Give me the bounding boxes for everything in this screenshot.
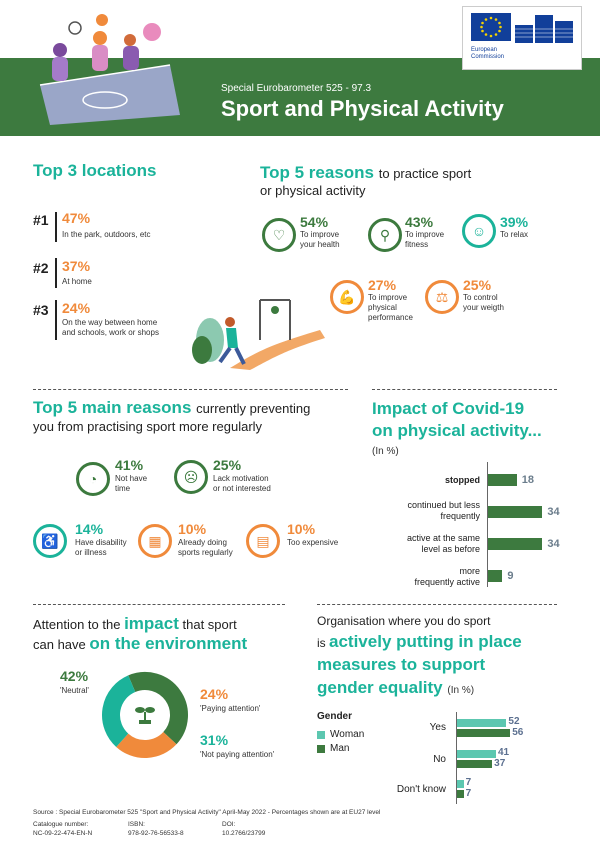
covid-bar-less: [488, 506, 542, 518]
footer-source: Source : Special Eurobarometer 525 "Sport and Physical Activity" April-May 2022 - Percentages shown are at EU27 level: [33, 809, 381, 816]
env-title-p3: can have: [33, 637, 86, 652]
gender-bar-no-woman: [457, 750, 496, 758]
reason-label-3: To relax: [500, 230, 529, 239]
gender-bar-dontknow-woman: [457, 780, 464, 788]
location-pct-3: 24%: [62, 300, 91, 316]
bored-face-icon: ☹: [174, 460, 208, 494]
gender-no-man-value: 37: [494, 758, 506, 769]
location-pct-2: 37%: [62, 258, 91, 274]
smiley-icon: ☺: [462, 214, 496, 248]
covid-label-2: [360, 500, 480, 522]
prevent-1-l2: time: [115, 484, 131, 493]
location-label-3-line2: and schools, work or shops: [62, 328, 159, 337]
legend-man-swatch: [317, 745, 325, 753]
footer-doi-label: DOI:: [222, 821, 236, 828]
gender-yes-man-value: 56: [512, 727, 524, 738]
gender-bar-no-man: [457, 760, 492, 768]
reason-2-l2: fitness: [405, 240, 429, 249]
footer-doi-value: 10.2766/23799: [222, 830, 266, 837]
location-rank-3: #3: [33, 302, 49, 318]
covid-label-4-l1: more: [459, 566, 480, 576]
covid-bar-same: [488, 538, 542, 550]
gender-legend-title: Gender: [317, 711, 353, 722]
gender-title-strong-l2: actively putting in place: [329, 632, 522, 651]
env-pct-neutral: 42%: [60, 668, 89, 684]
location-pct-1: 47%: [62, 210, 91, 226]
money-icon: ▤: [246, 524, 280, 558]
prevent-label-1: [115, 474, 147, 494]
covid-value-4: 9: [507, 570, 514, 582]
reason-pct-3: 39%: [500, 214, 529, 230]
reason-label-5: [463, 293, 504, 313]
location-label-3: [62, 318, 159, 338]
covid-bar-stopped: [488, 474, 517, 486]
covid-bar-more: [488, 570, 502, 582]
donut-segment-not-paying: [111, 684, 132, 741]
reason-pct-2: 43%: [405, 214, 434, 230]
env-title-strong2: on the environment: [89, 634, 248, 653]
footer-catalogue: [33, 820, 92, 838]
prevent-4-l1: Already doing: [178, 538, 227, 547]
eu-line1: European: [471, 47, 498, 53]
env-label-not-paying: 'Not paying attention': [200, 750, 275, 759]
header-subtitle: Special Eurobarometer 525 - 97.3: [221, 83, 372, 94]
prevent-pct-1: 41%: [115, 457, 144, 473]
basketball-players-illustration: [30, 10, 180, 125]
disability-icon: ♿: [33, 524, 67, 558]
donut-segment-paying: [122, 738, 170, 749]
prevent-label-3: [75, 538, 127, 558]
env-title-line2: [33, 634, 247, 654]
location-divider-1: [55, 212, 57, 242]
calendar-icon: ▦: [138, 524, 172, 558]
reason-label-4: [368, 293, 413, 323]
footer-isbn: [128, 820, 184, 838]
berlaymont-building-icon: [515, 11, 575, 45]
reason-5-l2: your weigth: [463, 303, 504, 312]
preventing-title-rest: currently preventing: [196, 401, 311, 416]
gender-bar-dontknow-man: [457, 790, 464, 798]
footer-doi: [222, 820, 265, 838]
footer-catalogue-value: NC-09-22-474-EN-N: [33, 830, 93, 837]
location-rank-1: #1: [33, 212, 49, 228]
covid-label-1-text: stopped: [445, 475, 480, 485]
prevent-pct-5: 10%: [287, 521, 316, 537]
divider-dashed-4: [317, 604, 557, 605]
gender-dontknow-woman-value: 7: [465, 777, 472, 788]
location-label-1: In the park, outdoors, etc: [62, 230, 151, 239]
reasons-title-rest1: to practice sport: [378, 166, 472, 181]
clock-icon: ◔: [76, 462, 110, 496]
legend-man-label: Man: [330, 743, 350, 754]
env-label-paying: 'Paying attention': [200, 704, 261, 713]
reason-pct-5: 25%: [463, 277, 492, 293]
legend-woman-label: Woman: [330, 729, 365, 740]
prevent-label-5: Too expensive: [287, 538, 339, 547]
reason-4-l1: To improve: [368, 293, 408, 302]
divider-dashed-3: [33, 604, 285, 605]
gender-unit: (In %): [447, 685, 475, 696]
reason-4-l2: physical: [368, 303, 397, 312]
reasons-title-line1: [260, 163, 471, 183]
covid-label-3-l1: active at the same: [406, 533, 480, 543]
reasons-title-strong: Top 5 reasons: [260, 163, 374, 182]
gender-bar-yes-woman: [457, 719, 506, 727]
gender-row-no-label: No: [433, 754, 446, 765]
env-title-strong1: impact: [124, 614, 179, 633]
footer-isbn-label: ISBN:: [128, 821, 145, 828]
footer-catalogue-label: Catalogue number:: [33, 821, 89, 828]
covid-value-3: 34: [547, 538, 560, 550]
prevent-pct-3: 14%: [75, 521, 104, 537]
covid-label-3-l2: level as before: [421, 544, 480, 554]
covid-unit: (In %): [372, 446, 399, 457]
page-title: Sport and Physical Activity: [221, 96, 504, 121]
reason-5-l1: To control: [463, 293, 498, 302]
env-label-neutral: 'Neutral': [60, 686, 89, 695]
prevent-pct-4: 10%: [178, 521, 207, 537]
preventing-title-line1: [33, 398, 310, 418]
prevent-2-l2: or not interested: [213, 484, 271, 493]
prevent-label-2: [213, 474, 271, 494]
gender-dontknow-man-value: 7: [465, 788, 472, 799]
gender-bar-yes-man: [457, 729, 510, 737]
covid-value-1: 18: [521, 474, 535, 486]
env-pct-paying: 24%: [200, 686, 229, 702]
covid-label-4: [360, 566, 480, 588]
covid-label-3: [360, 533, 480, 555]
gender-row-dontknow-label: Don't know: [396, 784, 446, 795]
european-commission-logo: [462, 6, 582, 70]
divider-dashed-2: [372, 389, 557, 390]
gender-no-woman-value: 41: [497, 747, 510, 758]
prevent-3-l2: or illness: [75, 548, 107, 557]
gender-row-yes-label: Yes: [429, 722, 446, 733]
reason-2-l1: To improve: [405, 230, 445, 239]
gender-title-line1: Organisation where you do sport: [317, 614, 491, 628]
location-label-3-line1: On the way between home: [62, 318, 158, 327]
bicep-icon: 💪: [330, 280, 364, 314]
reason-label-2: [405, 230, 444, 250]
prevent-4-l2: sports regularly: [178, 548, 233, 557]
location-divider-3: [55, 300, 57, 340]
runner-park-illustration: [190, 290, 330, 370]
env-title-line1: [33, 614, 237, 634]
preventing-title-strong: Top 5 main reasons: [33, 398, 192, 417]
env-pct-not-paying: 31%: [200, 732, 229, 748]
covid-title-line1: Impact of Covid-19: [372, 399, 525, 418]
covid-label-4-l2: frequently active: [414, 577, 480, 587]
divider-dashed-1: [33, 389, 348, 390]
prevent-1-l1: Not have: [115, 474, 148, 483]
gender-title-line2: [317, 632, 522, 652]
covid-title-line2: on physical activity...: [372, 421, 542, 440]
covid-value-2: 34: [547, 506, 560, 518]
plant-icon: [130, 698, 160, 728]
eu-flag-icon: [471, 13, 511, 41]
env-title-p2: that sport: [182, 617, 237, 632]
locations-title: Top 3 locations: [33, 161, 157, 180]
prevent-2-l1: Lack motivation: [213, 474, 269, 483]
eu-line2: Commission: [471, 54, 505, 60]
gender-yes-woman-value: 52: [508, 716, 520, 727]
scale-icon: ⚖: [425, 280, 459, 314]
weightlifter-icon: ⚲: [368, 218, 402, 252]
covid-label-1: [360, 475, 480, 486]
reason-label-1: [300, 230, 340, 250]
footer-isbn-value: 978-92-76-56533-8: [128, 830, 184, 837]
location-divider-2: [55, 258, 57, 288]
gender-title-is: is: [317, 636, 326, 650]
reason-1-l2: your health: [300, 240, 340, 249]
location-label-2: At home: [62, 277, 92, 286]
env-title-p1: Attention to the: [33, 617, 121, 632]
heart-icon: ♡: [262, 218, 296, 252]
reasons-title-line2: or physical activity: [260, 183, 366, 198]
preventing-title-line2: you from practising sport more regularly: [33, 419, 263, 434]
reason-pct-4: 27%: [368, 277, 397, 293]
reason-4-l3: performance: [368, 313, 413, 322]
reason-1-l1: To improve: [300, 230, 340, 239]
reason-pct-1: 54%: [300, 214, 329, 230]
prevent-3-l1: Have disability: [75, 538, 127, 547]
location-rank-2: #2: [33, 260, 49, 276]
covid-label-2-l2: frequently: [440, 511, 480, 521]
gender-title-line3: measures to support: [317, 655, 486, 674]
covid-title: [372, 398, 542, 442]
gender-title-line4: [317, 678, 474, 698]
prevent-pct-2: 25%: [213, 457, 242, 473]
covid-label-2-l1: continued but less: [407, 500, 480, 510]
prevent-label-4: [178, 538, 233, 558]
gender-title-strong-l4: gender equality: [317, 678, 443, 697]
legend-woman-swatch: [317, 731, 325, 739]
